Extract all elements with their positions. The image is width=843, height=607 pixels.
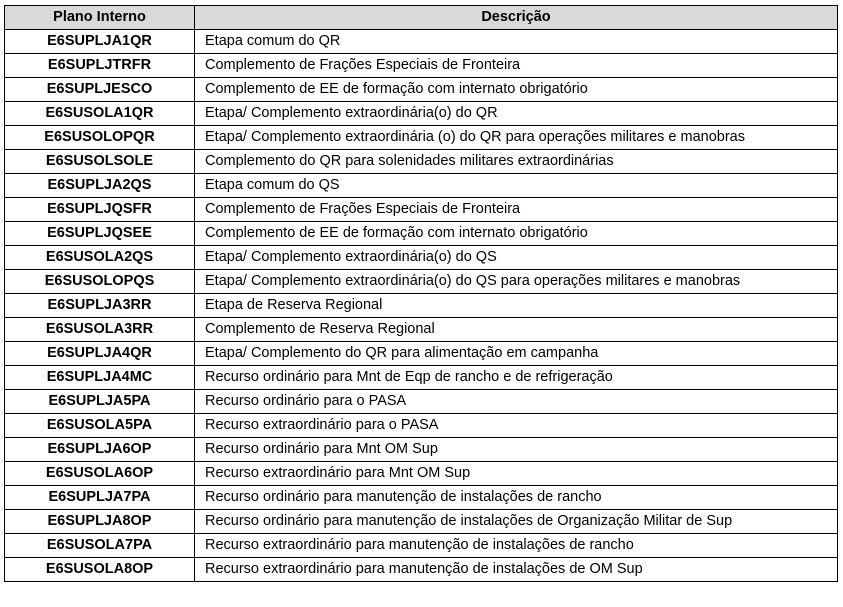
- code-cell: E6SUSOLA7PA: [5, 534, 195, 558]
- header-descricao: Descrição: [195, 6, 838, 30]
- description-cell: Recurso ordinário para o PASA: [195, 390, 838, 414]
- table-row: [5, 534, 838, 558]
- code-cell: E6SUSOLA6OP: [5, 462, 195, 486]
- code-cell: E6SUSOLOPQS: [5, 270, 195, 294]
- description-cell: Recurso extraordinário para manutenção de instalações de rancho: [195, 534, 838, 558]
- code-cell: E6SUSOLA8OP: [5, 558, 195, 582]
- code-cell: E6SUPLJQSEE: [5, 222, 195, 246]
- table-row: [5, 462, 838, 486]
- description-cell: Complemento de Frações Especiais de Fronteira: [195, 198, 838, 222]
- table-row: [5, 486, 838, 510]
- code-cell: E6SUSOLA5PA: [5, 414, 195, 438]
- description-cell: Etapa/ Complemento extraordinária(o) do QS: [195, 246, 838, 270]
- description-cell: Etapa/ Complemento extraordinária(o) do QR: [195, 102, 838, 126]
- description-cell: Recurso ordinário para Mnt OM Sup: [195, 438, 838, 462]
- description-cell: Recurso extraordinário para manutenção de instalações de OM Sup: [195, 558, 838, 582]
- code-cell: E6SUSOLA3RR: [5, 318, 195, 342]
- description-cell: Complemento de Frações Especiais de Fronteira: [195, 54, 838, 78]
- description-cell: Recurso extraordinário para o PASA: [195, 414, 838, 438]
- table-row: [5, 510, 838, 534]
- description-cell: Etapa comum do QR: [195, 30, 838, 54]
- code-cell: E6SUPLJA6OP: [5, 438, 195, 462]
- code-cell: E6SUPLJA5PA: [5, 390, 195, 414]
- description-cell: Complemento do QR para solenidades militares extraordinárias: [195, 150, 838, 174]
- table-row: [5, 318, 838, 342]
- table-row: [5, 390, 838, 414]
- table-row: [5, 246, 838, 270]
- code-cell: E6SUPLJA1QR: [5, 30, 195, 54]
- table-row: [5, 78, 838, 102]
- description-cell: Recurso ordinário para Mnt de Eqp de rancho e de refrigeração: [195, 366, 838, 390]
- code-cell: E6SUPLJA7PA: [5, 486, 195, 510]
- description-cell: Complemento de EE de formação com internato obrigatório: [195, 222, 838, 246]
- code-cell: E6SUSOLA1QR: [5, 102, 195, 126]
- table-row: [5, 198, 838, 222]
- description-cell: Complemento de Reserva Regional: [195, 318, 838, 342]
- description-cell: Etapa de Reserva Regional: [195, 294, 838, 318]
- description-cell: Complemento de EE de formação com internato obrigatório: [195, 78, 838, 102]
- code-cell: E6SUPLJESCO: [5, 78, 195, 102]
- table-header-row: [5, 6, 838, 30]
- description-cell: Recurso ordinário para manutenção de instalações de rancho: [195, 486, 838, 510]
- table-row: [5, 366, 838, 390]
- code-cell: E6SUSOLA2QS: [5, 246, 195, 270]
- table-row: [5, 102, 838, 126]
- code-cell: E6SUPLJTRFR: [5, 54, 195, 78]
- description-cell: Etapa/ Complemento extraordinária (o) do QR para operações militares e manobras: [195, 126, 838, 150]
- code-cell: E6SUSOLOPQR: [5, 126, 195, 150]
- code-cell: E6SUPLJA8OP: [5, 510, 195, 534]
- plano-interno-table: [4, 5, 838, 582]
- code-cell: E6SUPLJA3RR: [5, 294, 195, 318]
- description-cell: Recurso extraordinário para Mnt OM Sup: [195, 462, 838, 486]
- header-plano-interno: Plano Interno: [5, 6, 195, 30]
- table-row: [5, 558, 838, 582]
- table-row: [5, 342, 838, 366]
- description-cell: Etapa/ Complemento extraordinária(o) do QS para operações militares e manobras: [195, 270, 838, 294]
- table-row: [5, 30, 838, 54]
- table-row: [5, 150, 838, 174]
- table-row: [5, 174, 838, 198]
- code-cell: E6SUPLJQSFR: [5, 198, 195, 222]
- code-cell: E6SUPLJA4QR: [5, 342, 195, 366]
- code-cell: E6SUPLJA2QS: [5, 174, 195, 198]
- table-row: [5, 414, 838, 438]
- table-row: [5, 222, 838, 246]
- description-cell: Etapa comum do QS: [195, 174, 838, 198]
- description-cell: Etapa/ Complemento do QR para alimentação em campanha: [195, 342, 838, 366]
- table-row: [5, 270, 838, 294]
- code-cell: E6SUSOLSOLE: [5, 150, 195, 174]
- table-row: [5, 54, 838, 78]
- description-cell: Recurso ordinário para manutenção de instalações de Organização Militar de Sup: [195, 510, 838, 534]
- table-row: [5, 294, 838, 318]
- table-row: [5, 126, 838, 150]
- table-row: [5, 438, 838, 462]
- code-cell: E6SUPLJA4MC: [5, 366, 195, 390]
